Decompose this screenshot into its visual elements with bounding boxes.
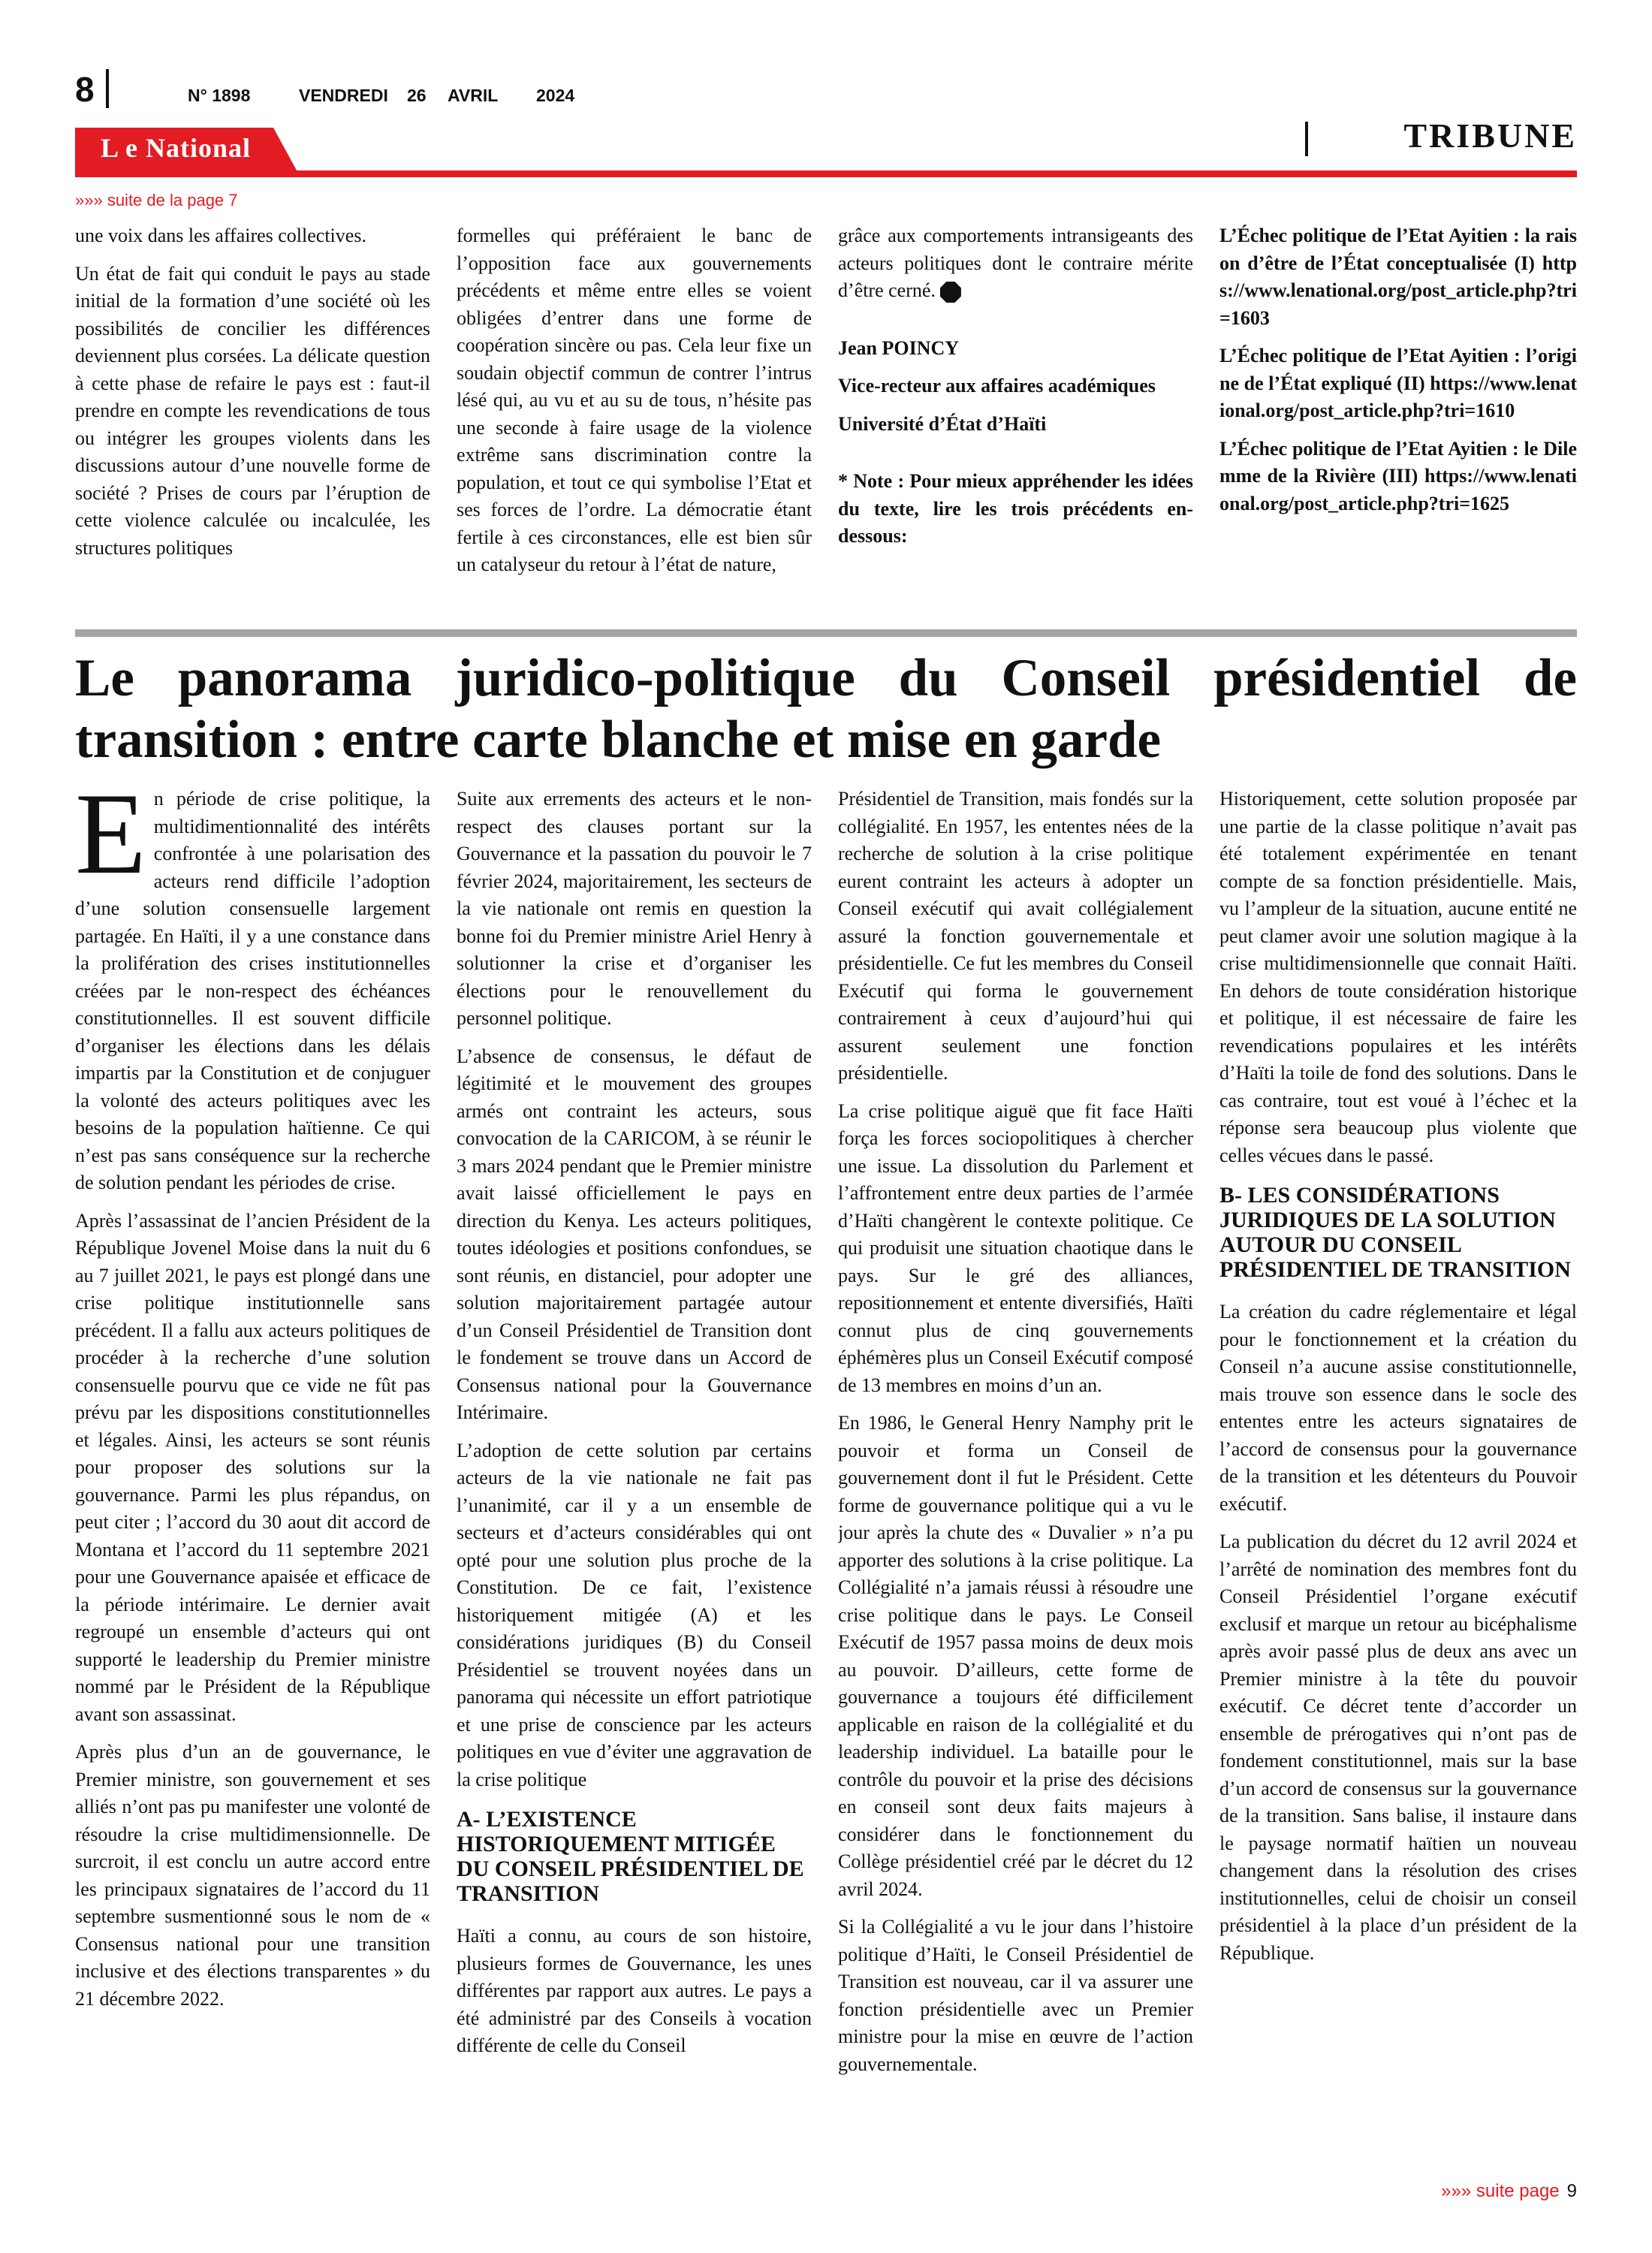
- article-col-4: [1219, 786, 1577, 2171]
- paragraph: En 1986, le General Henry Namphy prit le pouvoir et forma un Conseil de gouvernement dont il fut le Président. Cette forme de gouvernance politique qui a vu le jour après la chute des « Duvalier » n’a pu apporter des solutions à la crise politique. La Collégialité n’a jamais réussi à résoudre une crise politique dans le pays. Le Conseil Exécutif de 1957 passa moins de deux mois au pouvoir. D’ailleurs, cette forme de gouvernance a toujours été difficilement applicable en raison de la collégialité et du leadership individuel. La bataille pour le contrôle du pouvoir et la prise des décisions en conseil sont deux faits majeurs à considérer dans le fonctionnement du Collège présidentiel créé par le décret du 12 avril 2024.: [838, 1412, 1193, 1900]
- reading-note: * Note : Pour mieux appréhender les idées du texte, lire les trois précédents en-dessous:: [838, 470, 1193, 547]
- continued-on[interactable]: [1441, 2181, 1577, 2202]
- paragraph: Haïti a connu, au cours de son histoire, plusieurs formes de Gouvernance, les unes différentes par rapport aux autres. Le pays a été administré par des Conseils à vocation différente de celle du Conseil: [457, 1925, 812, 2056]
- paragraph: Suite aux errements des acteurs et le non-respect des clauses portant sur la Gouvernance et la passation du pouvoir le 7 février 2024, majoritairement, les secteurs de la vie nationale ont remis en question la bonne foi du Premier ministre Ariel Henry à solutionner la crise et d’organiser les élections pour le renouvellement du personnel politique.: [457, 788, 812, 1029]
- paragraph: [838, 222, 1193, 305]
- closing-text: grâce aux comportements intransigeants des acteurs politiques dont le contraire mérite d’être cerné.: [838, 225, 1193, 301]
- continued-from: »»» suite de la page 7: [75, 191, 238, 210]
- reference-link[interactable]: L’Échec politique de l’Etat Ayitien : le Dilemme de la Rivière (III) https://www.lenational.org/post_article.php?tri=1625: [1219, 437, 1577, 514]
- paragraph: L’adoption de cette solution par certains acteurs de la vie nationale ne fait pas l’unanimité, car il y a un ensemble de secteurs et d’acteurs considérables qui ont opté pour une solution plus proche de la Constitution. De ce fait, l’existence historiquement mitigée (A) et les considérations juridiques (B) du Conseil Présidentiel se trouvent noyées dans un panorama qui nécessite un effort patriotique et une prise de conscience par les acteurs politiques en vue d’éviter une aggravation de la crise politique: [457, 1439, 812, 1790]
- paragraph: [75, 786, 430, 1197]
- section-divider: [1305, 122, 1308, 156]
- issue-year: 2024: [536, 86, 575, 105]
- drop-cap: E: [75, 786, 146, 898]
- paragraph: formelles qui préféraient le banc de l’opposition face aux gouvernements précédents et même entre elles se voient obligées d’entrer dans une forme de coopération sincère ou pas. Cela leur fixe un soudain objectif commun de contrer l’intrus lésé qui, au vu et au su de tous, n’hésite pas une seconde à faire usage de la violence extrême sans discrimination contre la population, et tout ce qui symbolise l’Etat et ses forces de l’ordre. La démocratie étant fertile à ces circonstances, elle est bien sûr un catalyseur du retour à l’état de nature,: [457, 225, 812, 575]
- prev-article-references: [1219, 222, 1577, 613]
- continued-on-label: »»» suite page: [1441, 2181, 1560, 2201]
- end-mark-icon: [940, 282, 961, 303]
- reference-link[interactable]: L’Échec politique de l’Etat Ayitien : la raison d’être de l’État conceptualisée (I) https://www.lenational.org/post_article.php?tri=1603: [1219, 225, 1577, 329]
- paragraph: Présidentiel de Transition, mais fondés sur la collégialité. En 1957, les ententes nées de la recherche de solution à la crise politique eurent contraint les acteurs à adopter un Conseil exécutif qui avait collégialement assuré la fonction gouvernementale et présidentielle. Ce fut les membres du Conseil Exécutif qui forma le gouvernement contrairement à ceux d’aujourd’hui qui assurent seulement une fonction présidentielle.: [838, 788, 1193, 1084]
- paragraph: Historiquement, cette solution proposée par une partie de la classe politique n’avait pas été totalement expérimentée en tenant compte de sa fonction présidentielle. Mais, vu l’ampleur de la situation, aucune entité ne peut clamer avoir une solution magique à la crise multidimensionnelle que connait Haïti. En dehors de toute considération historique et politique, il est nécessaire de faire les revendications populaires et les intérêts d’Haïti la toile de fond des solutions. Dans le cas contraire, tout est voué à l’échec et la réponse sera beaucoup plus violente que celles vécues dans le passé.: [1219, 788, 1577, 1166]
- article-col-3: [838, 786, 1193, 2171]
- paragraph: Après l’assassinat de l’ancien Président de la République Jovenel Moise dans la nuit du 6 au 7 juillet 2021, le pays est plongé dans une crise politique institutionnelle sans précédent. Il a fallu aux acteurs politiques de procéder à la recherche d’une solution consensuelle pourvu que ce vide ne fût pas prévu par les dispositions constitutionnelles et légales. Ainsi, les acteurs se sont réunis pour proposer des solutions sur la gouvernance. Parmi les plus répandus, on peut citer ; l’accord du 30 aout dit accord de Montana et l’accord du 11 septembre 2021 pour une Gouvernance apaisée et efficace de la période intérimaire. Le dernier avait regroupé un ensemble d’acteurs qui ont supporté le leadership du Premier ministre nommé par le Président de la République avant son assassinat.: [75, 1209, 430, 1725]
- section-title: TRIBUNE: [1403, 116, 1577, 155]
- article-col-1: [75, 786, 430, 2171]
- paragraph: Si la Collégialité a vu le jour dans l’histoire politique d’Haïti, le Conseil Présidentiel de Transition est nouveau, car il va assurer une fonction présidentielle avec un Premier ministre pour la mise en œuvre de l’action gouvernementale.: [838, 1916, 1193, 2075]
- reference-link[interactable]: L’Échec politique de l’Etat Ayitien : l’origine de l’État expliqué (II) https://www.lenational.org/post_article.php?tri=1610: [1219, 345, 1577, 421]
- paragraph: une voix dans les affaires collectives.: [75, 225, 366, 246]
- issue-weekday: VENDREDI: [299, 86, 388, 105]
- page-number: 8: [75, 70, 95, 109]
- author-institution: Université d’État d’Haïti: [838, 412, 1047, 435]
- article-col-2: [457, 786, 812, 2171]
- subheading-b: B- LES CONSIDÉRATIONS JURIDIQUES DE LA SOLUTION AUTOUR DU CONSEIL PRÉSIDENTIEL DE TRANSITION: [1219, 1183, 1571, 1282]
- article-separator: [75, 629, 1577, 637]
- issue-month: AVRIL: [448, 86, 499, 105]
- continued-on-page: 9: [1566, 2181, 1577, 2201]
- paragraph: La publication du décret du 12 avril 2024 et l’arrêté de nomination des membres font du Conseil Présidentiel l’organe exécutif exclusif et marque un retour au bicéphalisme après avoir passé plus de deux ans avec un Premier ministre à la tête du pouvoir exécutif. Ce décret tente d’accorder un ensemble de prérogatives qui n’ont pas de fondement constitutionnel, mais sur la base d’un accord de consensus sur la gouvernance de la transition. Sans balise, il instaure dans le paysage normatif haïtien un nouveau changement dans la résolution des crises institutionnelles, celui de choisir un conseil présidentiel à la place d’un président de la République.: [1219, 1531, 1577, 1964]
- issue-number: N° 1898: [188, 86, 251, 105]
- prev-article-col-2: [457, 222, 812, 613]
- lead-text: n période de crise politique, la multidimentionnalité des intérêts confrontée à une polarisation des acteurs rend difficile l’adoption d’une solution consensuelle largement partagée. En Haïti, il y a une constance dans la prolifération des crises institutionnelles créées par le non-respect des échéances constitutionnelles. Il est souvent difficile d’organiser les élections dans les délais impartis par la Constitution et de conjuguer la volonté des acteurs politiques avec les besoins de la population haïtienne. Ce qui n’est pas sans conséquence sur la recherche de solution pendant les périodes de crise.: [75, 788, 430, 1193]
- paragraph: L’absence de consensus, le défaut de légitimité et le mouvement des groupes armés ont contraint les acteurs, sous convocation de la CARICOM, à se réunir le 3 mars 2024 pendant que le Premier ministre avait laissé officiellement le pays en direction du Kenya. Les acteurs politiques, toutes idéologies et positions confondues, se sont réunis, en distanciel, pour adopter une solution majoritairement partagée autour d’un Conseil Présidentiel de Transition dont le fondement se trouve dans un Accord de Consensus national pour la Gouvernance Intérimaire.: [457, 1045, 812, 1423]
- prev-article-col-3: [838, 222, 1193, 613]
- prev-article-col-1: [75, 222, 430, 613]
- issue-day: 26: [407, 86, 427, 105]
- article-headline: Le panorama juridico-politique du Conseil présidentiel de transition : entre carte blanche et mise en garde: [75, 649, 1577, 769]
- header-rule: [75, 170, 1577, 177]
- paragraph: Après plus d’un an de gouvernance, le Premier ministre, son gouvernement et ses alliés n’ont pas pu manifester une volonté de résoudre la crise multidimensionnelle. De surcroit, il est conclu un autre accord entre les principaux signataires de l’accord du 11 septembre susmentionné sous le nom de « Consensus national pour une transition inclusive et des élections transparentes » du 21 décembre 2022.: [75, 1741, 430, 2010]
- logo-text: L e National: [101, 133, 252, 163]
- paragraph: La crise politique aiguë que fit face Haïti força les forces sociopolitiques à chercher une issue. La dissolution du Parlement et l’affrontement entre deux parties de l’armée d’Haïti changèrent le contexte politique. Ce qui produisit une situation chaotique dans le pays. Sur le gré des alliances, repositionnement et entente diversifiés, Haïti connut plus de cinq gouvernements éphémères plus un Conseil Exécutif composé de 13 membres en moins d’un an.: [838, 1099, 1193, 1396]
- author-name: Jean POINCY: [838, 336, 960, 359]
- subheading-a: A- L’EXISTENCE HISTORIQUEMENT MITIGÉE DU CONSEIL PRÉSIDENTIEL DE TRANSITION: [457, 1807, 804, 1906]
- author-title: Vice-recteur aux affaires académiques: [838, 375, 1156, 397]
- page-number-divider: [106, 69, 109, 108]
- paragraph: La création du cadre réglementaire et légal pour le fonctionnement et la création du Conseil n’a aucune assise constitutionnelle, mais trouve son essence dans le socle des ententes entre les acteurs signataires de l’accord de consensus pour la gouvernance de la transition et les détenteurs du Pouvoir exécutif.: [1219, 1301, 1577, 1515]
- paragraph: Un état de fait qui conduit le pays au stade initial de la formation d’une société où les possibilités de concilier les différences deviennent plus corsées. La délicate question à cette phase de refaire le pays est : faut-il prendre en compte les revendications de tous ou intégrer les groupes violents dans les discussions autour d’une nouvelle forme de société ? Prises de cours par l’éruption de cette violence calculée ou incalculée, les structures politiques: [75, 262, 430, 559]
